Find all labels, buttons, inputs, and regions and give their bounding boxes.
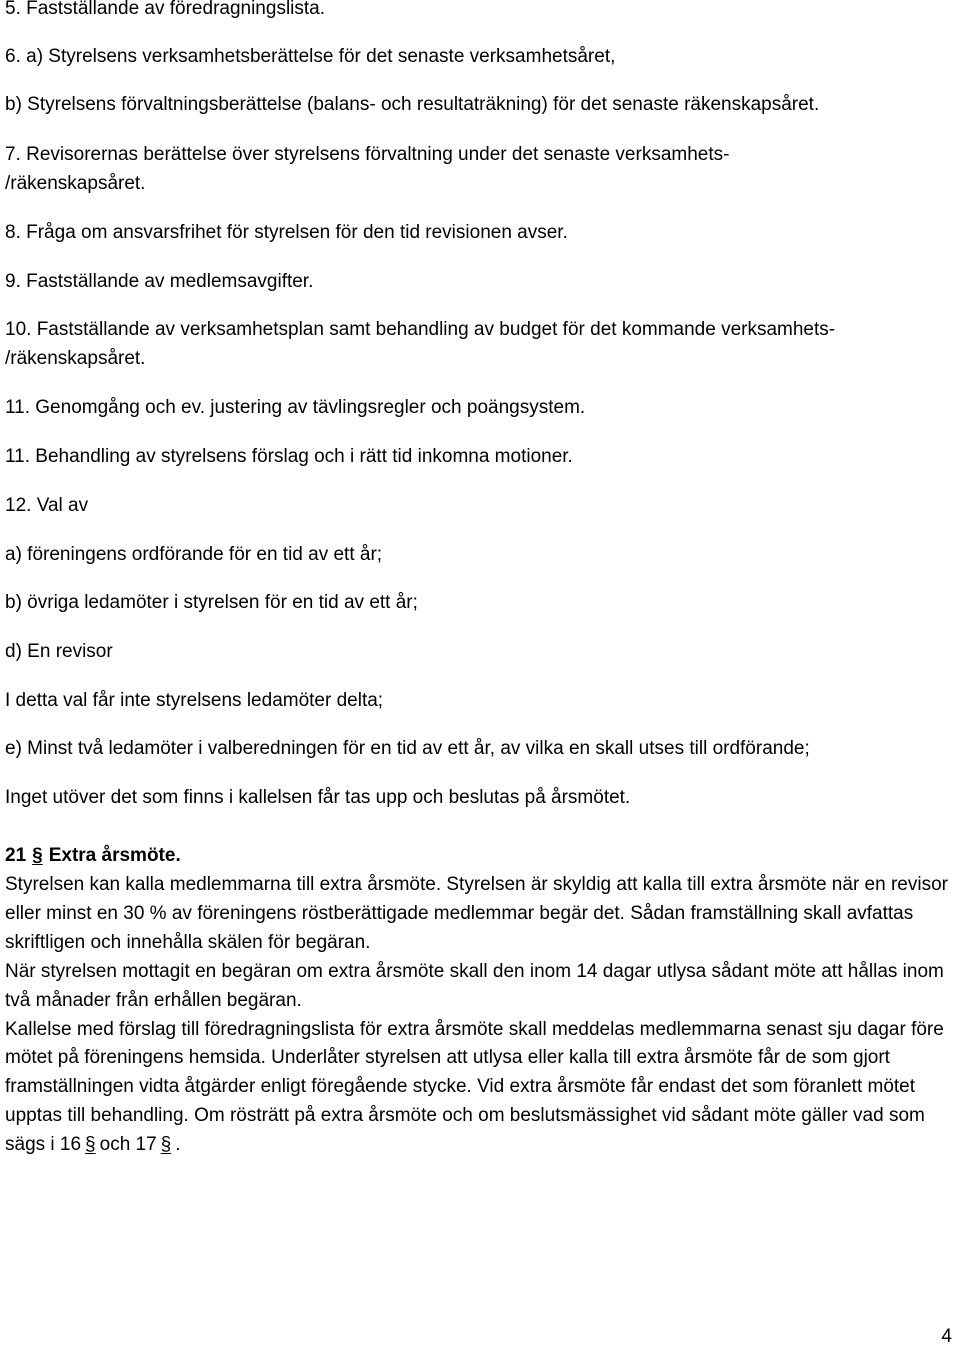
paragraph: Styrelsen kan kalla medlemmarna till extra årsmöte. Styrelsen är skyldig att kalla till extra årsmöte när en revisor eller minst en 30 % av föreningens röstberättigade medlemmar begär det. Sådan framställning skall avfattas skriftligen och innehålla skälen för begäran. [5, 874, 948, 953]
agenda-item: 12. Val av [5, 495, 89, 516]
section-extra-arsmote [5, 844, 955, 1160]
agenda-item: b) Styrelsens förvaltningsberättelse (balans- och resultaträkning) för det senaste räkenskapsåret. [5, 94, 820, 115]
agenda-item: d) En revisor [5, 641, 113, 662]
section-body [5, 871, 955, 1160]
agenda-item: 7. Revisorernas berättelse över styrelsens förvaltning under det senaste verksamhets- [5, 144, 730, 165]
page-number: 4 [941, 1326, 952, 1347]
agenda-item: Inget utöver det som finns i kallelsen får tas upp och beslutas på årsmötet. [5, 787, 631, 808]
paragraph: Kallelse med förslag till föredragningslista för extra årsmöte skall meddelas medlemmarna senast sju dagar före mötet på föreningens hemsida. Underlåter styrelsen att utlysa eller kalla till extra årsmöte får de som gjort framställningen vidta åtgärder enligt föregående stycke. Vid extra årsmöte får endast det som föranlett mötet upptas till behandling. Om rösträtt på extra årsmöte och om beslutsmässighet vid sådant möte gäller vad som sägs i 16 [5, 1018, 944, 1156]
agenda-item: 11. Behandling av styrelsens förslag och i rätt tid inkomna motioner. [5, 446, 573, 467]
section-symbol-ref: § [160, 1134, 172, 1156]
agenda-item: 8. Fråga om ansvarsfrihet för styrelsen för den tid revisionen avser. [5, 222, 568, 243]
agenda-item: a) föreningens ordförande för en tid av ett år; [5, 544, 383, 565]
agenda-item: /räkenskapsåret. [5, 173, 146, 194]
agenda-item: b) övriga ledamöter i styrelsen för en tid av ett år; [5, 592, 418, 613]
paragraph-fragment: och 17 [99, 1134, 157, 1156]
agenda-item: 9. Fastställande av medlemsavgifter. [5, 271, 314, 292]
agenda-item: I detta val får inte styrelsens ledamöter delta; [5, 690, 384, 711]
section-symbol-ref: § [85, 1134, 96, 1156]
paragraph: När styrelsen mottagit en begäran om extra årsmöte skall den inom 14 dagar utlysa sådant möte att hållas inom två månader från erhållen begäran. [5, 960, 944, 1011]
agenda-item: 10. Fastställande av verksamhetsplan samt behandling av budget för det kommande verksamhets- [5, 319, 836, 340]
agenda-item: e) Minst två ledamöter i valberedningen för en tid av ett år, av vilka en skall utses till ordförande; [5, 738, 810, 759]
agenda-item: 5. Fastställande av föredragningslista. [5, 0, 326, 19]
agenda-item: 6. a) Styrelsens verksamhetsberättelse för det senaste verksamhetsåret, [5, 46, 616, 67]
section-symbol: § [32, 845, 43, 866]
agenda-item: 11. Genomgång och ev. justering av tävlingsregler och poängsystem. [5, 397, 586, 418]
section-heading [5, 844, 955, 868]
agenda-item: /räkenskapsåret. [5, 348, 146, 369]
paragraph-fragment: . [175, 1134, 181, 1156]
section-title: Extra årsmöte. [48, 845, 181, 866]
section-number: 21 [5, 845, 27, 866]
